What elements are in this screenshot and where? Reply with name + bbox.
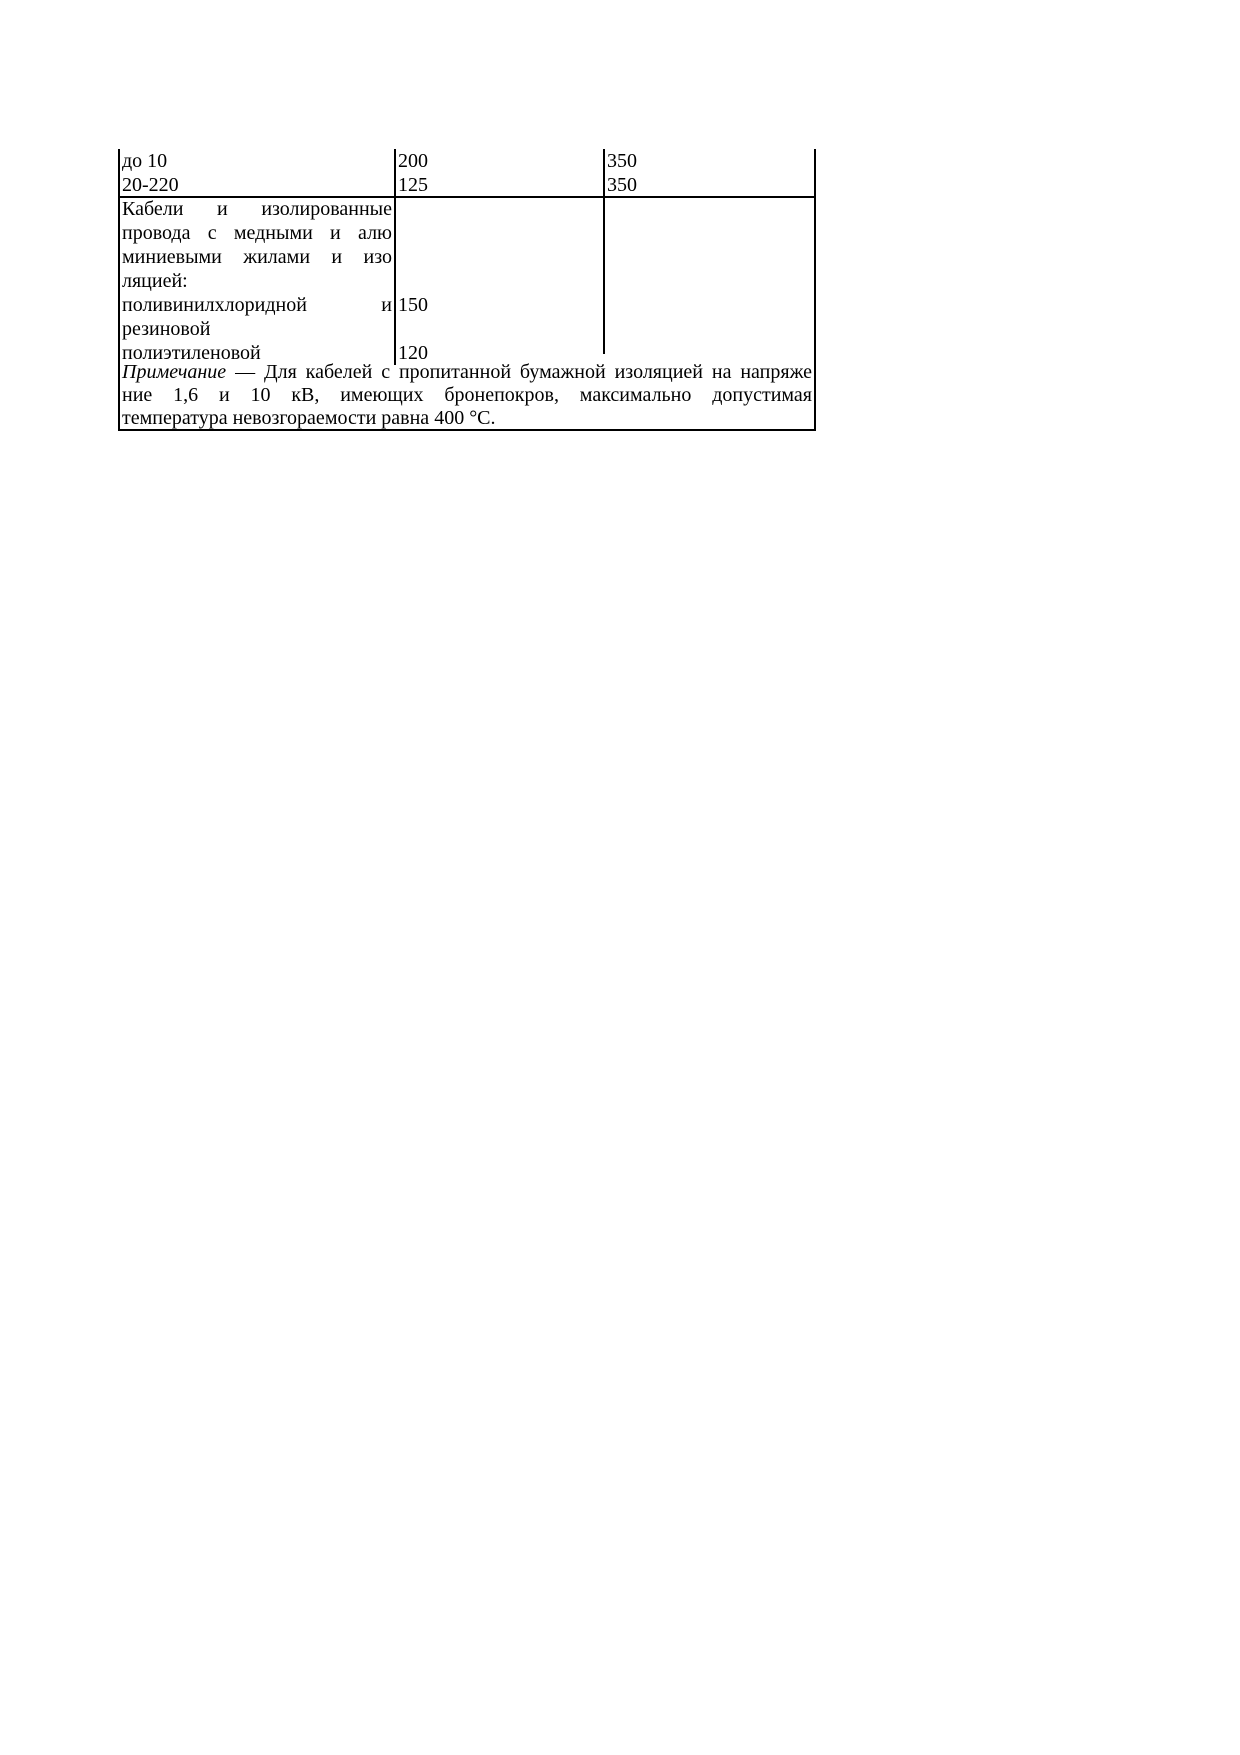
- column-voltage-range: [122, 150, 392, 197]
- cable-description-line-1: Кабели и изолированные: [122, 198, 392, 220]
- cable-description-cell: [122, 197, 392, 365]
- temperature1-row-1: 200: [398, 150, 428, 172]
- column-temperature-1: [398, 150, 598, 197]
- pvc-rubber-temperature-value: 150: [398, 294, 428, 316]
- voltage-range-row-2: 20-220: [122, 173, 179, 196]
- note-line-1-text: — Для кабелей с пропитанной бумажной изоляцией на напряже: [235, 361, 812, 383]
- column-temperature-2: [607, 150, 807, 197]
- cable-description-line-4: ляцией:: [122, 270, 188, 292]
- note-line-3: температура невозгораемости равна 400 °С.: [122, 407, 496, 429]
- table-column-divider-2: [603, 149, 605, 354]
- temperature2-row-1: 350: [607, 150, 637, 172]
- table-border-right: [814, 149, 816, 431]
- cable-description-line-7: полиэтиленовой: [122, 342, 261, 364]
- cable-description-line-5: поливинилхлоридной и: [122, 294, 392, 316]
- temperature1-row-2: 125: [398, 173, 428, 196]
- table-note: [122, 361, 812, 430]
- polyethylene-temperature-value: 120: [398, 342, 428, 364]
- note-line-2: ние 1,6 и 10 кВ, имеющих бронепокров, максимально допустимая: [122, 384, 812, 406]
- temperature2-row-2: 350: [607, 173, 637, 196]
- note-line-1: [122, 361, 812, 384]
- table-column-divider-1: [394, 149, 396, 365]
- cable-description-line-3: миниевыми жилами и изо: [122, 246, 392, 268]
- voltage-range-row-1: до 10: [122, 150, 168, 172]
- note-label: Примечание: [122, 361, 227, 383]
- table-border-left: [118, 149, 120, 431]
- cable-temperature-table-continuation: [118, 149, 816, 431]
- cable-description-line-6: резиновой: [122, 318, 211, 340]
- cable-description-line-2: провода с медными и алю: [122, 222, 392, 244]
